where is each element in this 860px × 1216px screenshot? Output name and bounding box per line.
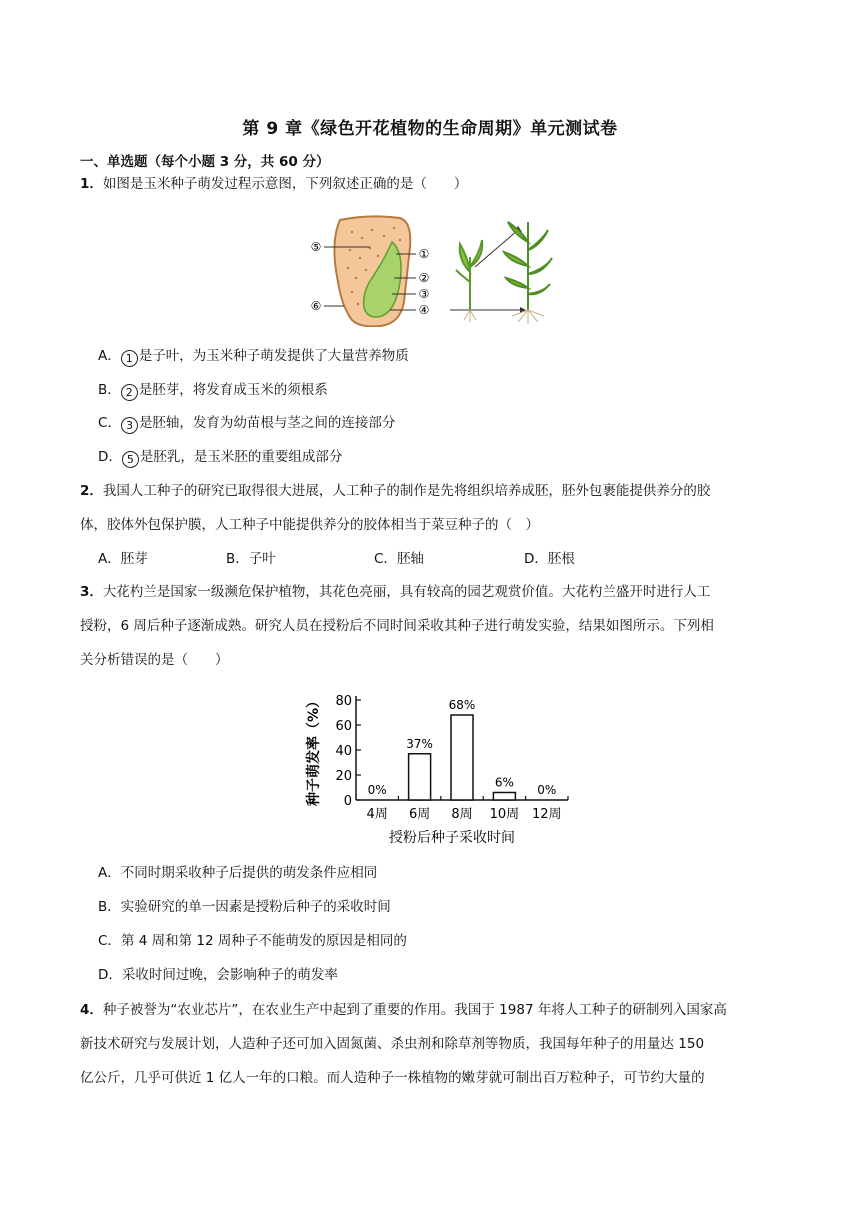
question-4 — [80, 993, 788, 1095]
q1-option-b[interactable]: B． 2 是胚芽，将发育成玉米的须根系 — [98, 382, 328, 399]
question-text-line-2: 体，胶体外包保护膜，人工种子中能提供养分的胶体相当于菜豆种子的（ ） — [80, 517, 539, 533]
chart-y-tick-label: 20 — [335, 769, 352, 784]
circled-number: 1 — [121, 350, 138, 367]
q2-option-b[interactable]: B．子叶 — [226, 551, 276, 567]
page-title: 第 9 章《绿色开花植物的生命周期》单元测试卷 — [242, 119, 618, 139]
question-text-line-3: 亿公斤，几乎可供近 1 亿人一年的口粮。而人造种子一株植物的嫩芽就可制出百万粒种子，可节约大量的 — [80, 1070, 705, 1086]
chart-y-tick-label: 80 — [335, 694, 352, 709]
question-1 — [80, 167, 788, 201]
question-text: 如图是玉米种子萌发过程示意图，下列叙述正确的是（ ） — [102, 176, 468, 192]
figure-label-1: ① — [418, 247, 430, 261]
chart-x-tick-label: 8周 — [451, 807, 473, 822]
question-text-line-3: 关分析错误的是（ ） — [80, 652, 229, 668]
chart-x-tick-label: 4周 — [366, 807, 388, 822]
section-heading: 一、单选题（每个小题 3 分，共 60 分） — [80, 154, 330, 170]
figure-label-6: ⑥ — [310, 299, 322, 313]
q1-option-a[interactable]: A． 1 是子叶，为玉米种子萌发提供了大量营养物质 — [98, 348, 409, 365]
question-number: 3． — [80, 584, 103, 600]
q1-option-c[interactable]: C． 3 是胚轴，发育为幼苗根与茎之间的连接部分 — [98, 415, 396, 432]
chart-y-axis-label: 种子萌发率（%） — [306, 693, 322, 807]
chart-x-tick-label: 6周 — [408, 807, 431, 822]
chart-data-label: 0% — [367, 783, 387, 797]
q3-option-a[interactable]: A．不同时期采收种子后提供的萌发条件应相同 — [98, 865, 378, 881]
chart-data-label: 68% — [448, 698, 476, 712]
corn-seed-figure — [300, 212, 560, 327]
chart-y-tick-label: 60 — [335, 719, 352, 734]
q3-option-b[interactable]: B．实验研究的单一因素是授粉后种子的采收时间 — [98, 899, 391, 915]
seedling-small — [456, 240, 482, 310]
q2-option-c[interactable]: C．胚轴 — [374, 551, 424, 567]
chart-y-tick-label: 0 — [343, 794, 352, 809]
question-text-line-1: 大花杓兰是国家一级濒危保护植物，其花色亮丽，具有较高的园艺观赏价值。大花杓兰盛开时进行人工 — [102, 584, 711, 600]
figure-label-4: ④ — [418, 303, 430, 317]
figure-label-3: ③ — [418, 287, 430, 301]
question-text-line-1: 我国人工种子的研究已取得很大进展，人工种子的制作是先将组织培养成胚，胚外包裹能提供养分的胶 — [102, 483, 711, 499]
q2-option-d[interactable]: D．胚根 — [524, 551, 575, 567]
question-text-line-2: 授粉，6 周后种子逐渐成熟。研究人员在授粉后不同时间采收其种子进行萌发实验，结果如图所示。下列相 — [80, 618, 714, 634]
chart-y-tick-label: 40 — [335, 744, 352, 759]
chart-x-axis-label: 授粉后种子采收时间 — [389, 830, 515, 846]
circled-number: 3 — [121, 417, 138, 434]
q2-options — [98, 549, 758, 569]
circled-number: 5 — [122, 451, 139, 468]
chart-data-label: 0% — [537, 783, 557, 797]
question-text-line-1: 种子被誉为“农业芯片”，在农业生产中起到了重要的作用。我国于 1987 年将人工种子的研制列入国家高 — [102, 1002, 727, 1018]
q2-option-a[interactable]: A．胚芽 — [98, 551, 148, 567]
question-number: 1． — [80, 176, 103, 192]
chart-data-label: 37% — [406, 736, 433, 751]
circled-number: 2 — [121, 384, 138, 401]
chart-x-tick-label: 12周 — [532, 807, 562, 822]
chart-bar — [409, 754, 431, 800]
figure-label-5: ⑤ — [310, 240, 322, 254]
question-3 — [80, 575, 788, 677]
chart-bar — [493, 793, 515, 801]
question-2 — [80, 474, 788, 542]
chart-x-tick-label: 10周 — [489, 807, 520, 822]
q3-option-c[interactable]: C．第 4 周和第 12 周种子不能萌发的原因是相同的 — [98, 933, 407, 949]
chart-data-label: 6% — [494, 775, 514, 790]
germination-rate-chart — [296, 690, 586, 852]
question-number: 2． — [80, 483, 103, 499]
figure-label-2: ② — [418, 271, 430, 285]
question-text-line-2: 新技术研究与发展计划，人造种子还可加入固氮菌、杀虫剂和除草剂等物质，我国每年种子的用量达 150 — [80, 1036, 705, 1052]
question-number: 4． — [80, 1002, 103, 1018]
q3-option-d[interactable]: D．采收时间过晚，会影响种子的萌发率 — [98, 967, 338, 983]
q1-option-d[interactable]: D． 5 是胚乳，是玉米胚的重要组成部分 — [98, 449, 343, 466]
chart-bar — [451, 715, 473, 800]
